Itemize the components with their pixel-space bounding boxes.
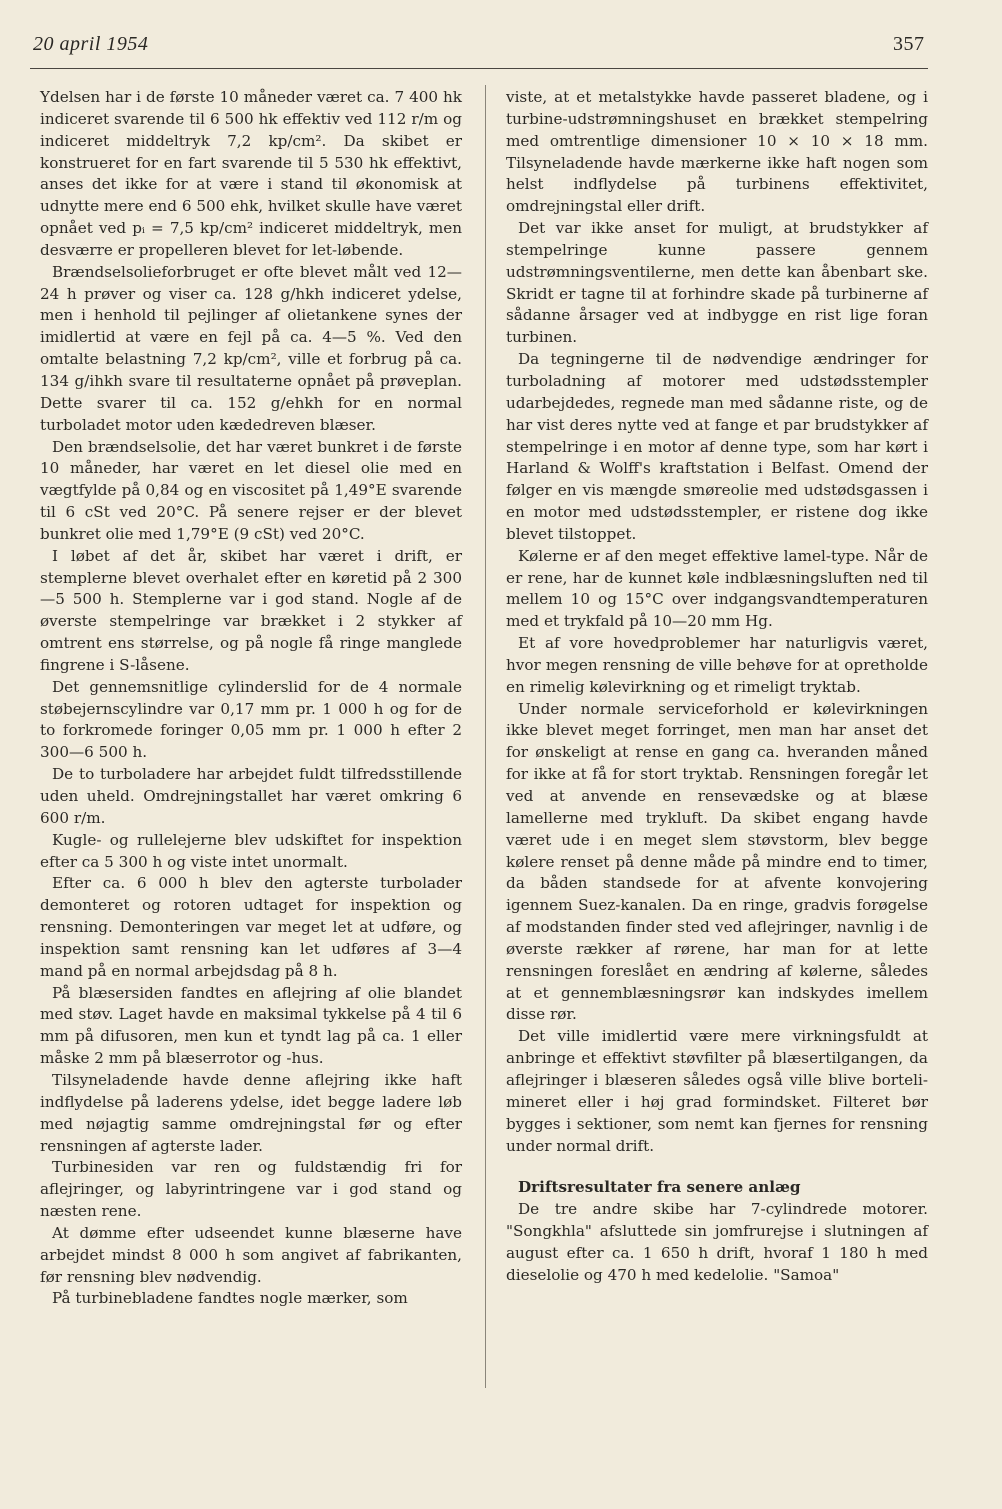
paragraph: De tre andre skibe har 7-cylindrede motorer. "Songkhla" afsluttede sin jomfrurejse i slutningen af august efter ca. 1 650 h drift, hvoraf 1 180 h med dieselolie og 470 h med kedelolie. "Samoa" <box>506 1200 928 1284</box>
paragraph: Brændselsolieforbruget er ofte blevet målt ved 12—24 h prøver og viser ca. 128 g/hkh indiceret ydelse, men i henhold til pejlinger af olietankene synes der imidlertid at være en fejl på ca. 4—5 %. Ved den omtalte belastning 7,2 kp/cm², ville et forbrug på ca. 134 g/ihkh svare til resultaterne opnået på prøveplan. Dette svarer til ca. 152 g/ehkh for en normal turboladet motor uden kædedreven blæser. <box>40 262 462 434</box>
paragraph: Den brændselsolie, det har været bunkret i de første 10 måneder, har været en let diesel olie med en vægtfylde på 0,84 og en viscositet på 1,49°E svarende til 6 cSt ved 20°C. På senere rejser er der blevet bunkret olie med 1,79°E (9 cSt) ved 20°C. <box>40 437 462 543</box>
paragraph: Et af vore hovedproblemer har naturligvis været, hvor megen rensning de ville behøve for at opretholde en rimelig kølevirkning og et rimeligt tryktab. <box>506 634 928 696</box>
paragraph: Da tegningerne til de nødvendige ændringer for turboladning af motorer med udstødsstempler udarbejdedes, regnede man med sådanne riste, og de har vist deres nytte ved at fange et par brudstykker af stempelringe i en motor af denne type, som har kørt i Harland & Wolff's kraftstation i Belfast. Omend der følger en vis mængde smøreolie med udstødsgassen i en motor med udstødsstempler, er ristene dog ikke blevet tilstoppet. <box>506 350 928 543</box>
paragraph: viste, at et metalstykke havde passeret bladene, og i turbine-udstrømningshuset en brækket stempelring med omtrentlige dimensioner 10 × 10 × 18 mm. Tilsyneladende havde mærkerne ikke haft nogen som helst indflydelse på turbinens effektivitet, omdrejningstal eller drift. <box>506 88 928 216</box>
paragraph: Det gennemsnitlige cylinderslid for de 4 normale støbejernscylindre var 0,17 mm pr. 1 000 h og for de to forkromede foringer 0,05 mm pr. 1 000 h efter 2 300—6 500 h. <box>40 677 462 762</box>
paragraph: Det ville imidlertid være mere virkningsfuldt at anbringe et effektivt støvfilter på blæsertilgangen, da aflejringer i blæseren således også ville blive bortelimineret eller i høj grad formindsket. Filteret bør bygges i sektioner, som nemt kan fjernes for rensning under normal drift. <box>506 1027 928 1155</box>
header-date: 20 april 1954 <box>33 33 149 55</box>
paragraph: Det var ikke anset for muligt, at brudstykker af stempelringe kunne passere gennem udstrømningsventilerne, men dette kan åbenbart ske. Skridt er tagne til at forhindre skade på turbinerne af sådanne årsager ved at indbygge en rist lige foran turbinen. <box>506 219 928 347</box>
paragraph: Kugle- og rullelejerne blev udskiftet for inspektion efter ca 5 300 h og viste intet unormalt. <box>40 830 462 871</box>
paragraph: Under normale serviceforhold er kølevirkningen ikke blevet meget forringet, men man har anset det for ønskeligt at rense en gang ca. hveranden måned for ikke at få for stort tryktab. Rensningen foregår let ved at anvende en rensevædske og at blæse lamellerne med trykluft. Da skibet engang havde været ude i en meget slem støvstorm, blev begge kølere renset på denne måde på mindre end to timer, da båden standsede for at afvente konvojering igennem Suez-kanalen. Da en ringe, gradvis forøgelse af modstanden finder sted ved aflejringer, navnlig i de øverste rækker af rørene, har man for at lette rensningen foreslået en ændring af kølerne, således at et gennemblæsningsrør kan indskydes imellem disse rør. <box>506 699 928 1024</box>
paragraph: De to turboladere har arbejdet fuldt tilfredsstillende uden uheld. Omdrejningstallet har været omkring 6 600 r/m. <box>40 765 462 827</box>
paragraph: I løbet af det år, skibet har været i drift, er stemplerne blevet overhalet efter en køretid på 2 300—5 500 h. Stemplerne var i god stand. Nogle af de øverste stempelringe var brækket i 2 stykker af omtrent ens størrelse, og på nogle få ringe manglede fingrene i S-låsene. <box>40 546 462 674</box>
paragraph: Tilsyneladende havde denne aflejring ikke haft indflydelse på laderens ydelse, idet begge ladere løb med nøjagtig samme omdrejningstal før og efter rensningen af agterste lader. <box>40 1070 462 1155</box>
paragraph: Kølerne er af den meget effektive lamel-type. Når de er rene, har de kunnet køle indblæsningsluften ned til mellem 10 og 15°C over indgangsvandtemperaturen med et trykfald på 10—20 mm Hg. <box>506 546 928 631</box>
paragraph: På blæsersiden fandtes en aflejring af olie blandet med støv. Laget havde en maksimal tykkelse på 4 til 6 mm på difusoren, men kun et tyndt lag på ca. 1 eller måske 2 mm på blæserrotor og -hus. <box>40 983 462 1068</box>
paragraph: At dømme efter udseendet kunne blæserne have arbejdet mindst 8 000 h som angivet af fabrikanten, før rensning blev nødvendig. <box>40 1223 462 1286</box>
section-heading: Driftsresultater fra senere anlæg <box>518 1178 801 1197</box>
paragraph: Efter ca. 6 000 h blev den agterste turbolader demonteret og rotoren udtaget for inspektion og rensning. Demonteringen var meget let at udføre, og inspektion samt rensning kan let udføres af 3—4 mand på en normal arbejdsdag på 8 h. <box>40 874 462 980</box>
paragraph: Turbinesiden var ren og fuldstændig fri for aflejringer, og labyrintringene var i god stand og næsten rene. <box>40 1158 462 1221</box>
right-column <box>506 87 928 1287</box>
left-column <box>40 87 462 1310</box>
paragraph: Ydelsen har i de første 10 måneder været ca. 7 400 hk indiceret svarende til 6 500 hk effektiv ved 112 r/m og indiceret middeltryk 7,2 kp/cm². Da skibet er konstrueret for en fart svarende til 5 530 hk effektivt, anses det ikke for at være i stand til økonomisk at udnytte mere end 6 500 ehk, hvilket skulle have været opnået ved pᵢ = 7,5 kp/cm² indiceret middeltryk, men desværre er propelleren blevet for let-løbende. <box>40 88 462 259</box>
page-number: 357 <box>893 33 925 55</box>
paragraph: På turbinebladene fandtes nogle mærker, som <box>52 1289 408 1308</box>
header-rule <box>30 68 928 69</box>
column-divider <box>485 85 486 1388</box>
